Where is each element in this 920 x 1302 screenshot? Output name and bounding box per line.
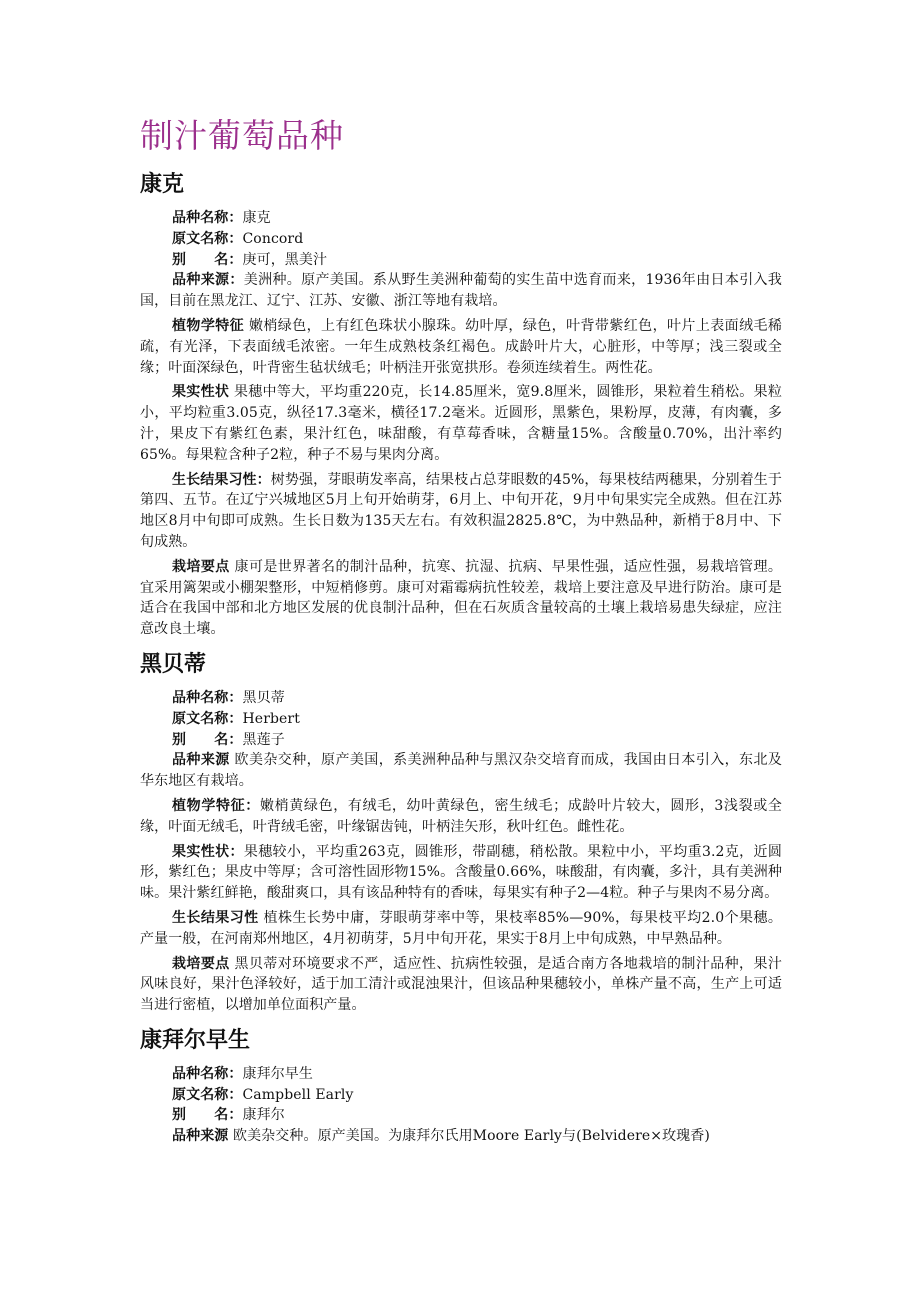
field-value: 黑莲子 (242, 731, 285, 748)
field-value: Concord (242, 230, 304, 247)
field-value: 植株生长势中庸，芽眼萌芽率中等，果枝率85%—90%，每果枝平均2.0个果穗。产量一般，在河南郑州地区，4月初萌芽，5月中旬开花，果实于8月上中旬成熟，中早熟品种。 (140, 909, 782, 947)
field-origin (140, 750, 782, 792)
field-botanical (140, 796, 782, 838)
field-label: 原文名称： (172, 230, 243, 247)
field-value: 康拜尔早生 (242, 1065, 313, 1082)
field-label: 别 名： (172, 1107, 243, 1124)
field-variety-name (140, 688, 782, 709)
field-value: 嫩梢黄绿色，有绒毛，幼叶黄绿色，密生绒毛；成龄叶片较大，圆形，3浅裂或全缘，叶面无绒毛，叶背绒毛密，叶缘锯齿钝，叶柄洼矢形，秋叶红色。雌性花。 (140, 797, 782, 835)
field-label: 品种名称： (172, 1065, 243, 1082)
field-label: 果实性状 (172, 384, 230, 401)
field-label: 栽培要点 (172, 955, 230, 972)
field-label: 生长结果习性： (172, 471, 271, 488)
field-origin (140, 270, 782, 312)
field-value: 康克 (242, 210, 271, 226)
field-original-name (140, 709, 782, 730)
field-value: 嫩梢绿色，上有红色珠状小腺珠。幼叶厚，绿色，叶背带紫红色，叶片上表面绒毛稀疏，有光泽，下表面绒毛浓密。一年生成熟枝条红褐色。成龄叶片大，心脏形，中等厚；浅三裂或全缘；叶面深绿色，叶背密生毡状绒毛；叶柄洼开张宽拱形。卷须连续着生。两性花。 (140, 317, 782, 376)
field-original-name (140, 1085, 782, 1106)
field-value: 果穗中等大，平均重220克，长14.85厘米，宽9.8厘米，圆锥形，果粒着生稍松。果粒小，平均粒重3.05克，纵径17.3毫米，横径17.2毫米。近圆形，黑紫色，果粉厚，皮薄，有肉囊，多汁，果皮下有紫红色素，果汁红色，味甜酸，有草莓香味，含糖量15%。含酸量0.70%，出汁率约65%。每果粒含种子2粒，种子不易与果肉分离。 (140, 384, 782, 463)
field-label: 品种来源： (172, 272, 244, 289)
field-value: Herbert (242, 710, 300, 727)
field-value: 欧美杂交种，原产美国，系美洲种品种与黑汉杂交培育而成，我国由日本引入，东北及华东地区有栽培。 (140, 752, 782, 790)
variety-section-campbell-early (140, 1024, 782, 1147)
field-label: 品种名称： (172, 689, 243, 706)
field-label: 生长结果习性 (172, 909, 259, 926)
field-label: 别 名： (172, 251, 243, 268)
field-cultivation (140, 954, 782, 1016)
field-value: 美洲种。原产美国。系从野生美洲种葡萄的实生苗中选育而来，1936年由日本引入我国，目前在黑龙江、辽宁、江苏、安徽、浙江等地有栽培。 (140, 272, 782, 310)
field-alias (140, 250, 782, 271)
variety-title: 康克 (140, 172, 185, 197)
field-label: 植物学特征 (172, 317, 245, 334)
variety-section-concord (140, 168, 782, 640)
field-growth (140, 470, 782, 553)
field-original-name (140, 229, 782, 250)
field-alias (140, 1105, 782, 1126)
field-alias (140, 730, 782, 751)
field-fruit (140, 842, 782, 904)
field-botanical (140, 316, 782, 378)
field-variety-name (140, 1064, 782, 1085)
field-label: 品种名称： (172, 210, 243, 226)
field-value: 黑贝蒂对环境要求不严，适应性、抗病性较强，是适合南方各地栽培的制汁品种，果汁风味良好，果汁色泽较好，适于加工清汁或混浊果汁，但该品种果穗较小，单株产量不高，生产上可适当进行密植，以增加单位面积产量。 (140, 955, 782, 1014)
field-label: 栽培要点 (172, 558, 230, 575)
field-variety-name (140, 208, 782, 229)
document-title: 制汁葡萄品种 (140, 116, 344, 155)
field-label: 品种来源 (172, 1128, 229, 1145)
field-origin (140, 1126, 782, 1147)
document-page (140, 108, 782, 1155)
variety-title: 黑贝蒂 (140, 651, 207, 677)
field-label: 原文名称： (172, 710, 243, 727)
field-label: 别 名： (172, 731, 243, 748)
field-value: 树势强，芽眼萌发率高，结果枝占总芽眼数的45%，每果枝结两穗果，分别着生于第四、五节。在辽宁兴城地区5月上旬开始萌芽，6月上、中旬开花，9月中旬果实完全成熟。但在江苏地区8月中旬即可成熟。生长日数为135天左右。有效积温2825.8℃，为中熟品种，新梢于8月中、下旬成熟。 (140, 471, 782, 550)
field-value: Campbell Early (242, 1086, 354, 1103)
field-cultivation (140, 557, 782, 640)
field-growth (140, 908, 782, 950)
field-value: 庚可，黑美汁 (242, 251, 328, 268)
field-label: 果实性状： (172, 843, 244, 860)
field-label: 品种来源 (172, 752, 230, 769)
field-value: 康可是世界著名的制汁品种，抗寒、抗湿、抗病、早果性强，适应性强，易栽培管理。宜采用篱架或小棚架整形，中短梢修剪。康可对霜霉病抗性较差，栽培上要注意及早进行防治。康可是适合在我国中部和北方地区发展的优良制汁品种，但在石灰质含量较高的土壤上栽培易患失绿症，应注意改良土壤。 (140, 558, 782, 638)
variety-title: 康拜尔早生 (140, 1027, 251, 1053)
field-value: 欧美杂交种。原产美国。为康拜尔氏用Moore Early与(Belvidere×玫瑰香) (232, 1128, 710, 1145)
field-value: 果穗较小，平均重263克，圆锥形，带副穗，稍松散。果粒中小，平均重3.2克，近圆形，紫红色；果皮中等厚；含可溶性固形物15%。含酸量0.66%，味酸甜，有肉囊，多汁，具有美洲种味。果汁紫红鲜艳，酸甜爽口，具有该品种特有的香味，每果实有种子2—4粒。种子与果肉不易分离。 (140, 843, 783, 902)
field-fruit (140, 382, 782, 465)
variety-section-herbert (140, 648, 782, 1016)
field-label: 原文名称： (172, 1086, 243, 1103)
field-value: 黑贝蒂 (242, 689, 285, 706)
field-label: 植物学特征： (172, 797, 260, 814)
field-value: 康拜尔 (242, 1107, 285, 1124)
